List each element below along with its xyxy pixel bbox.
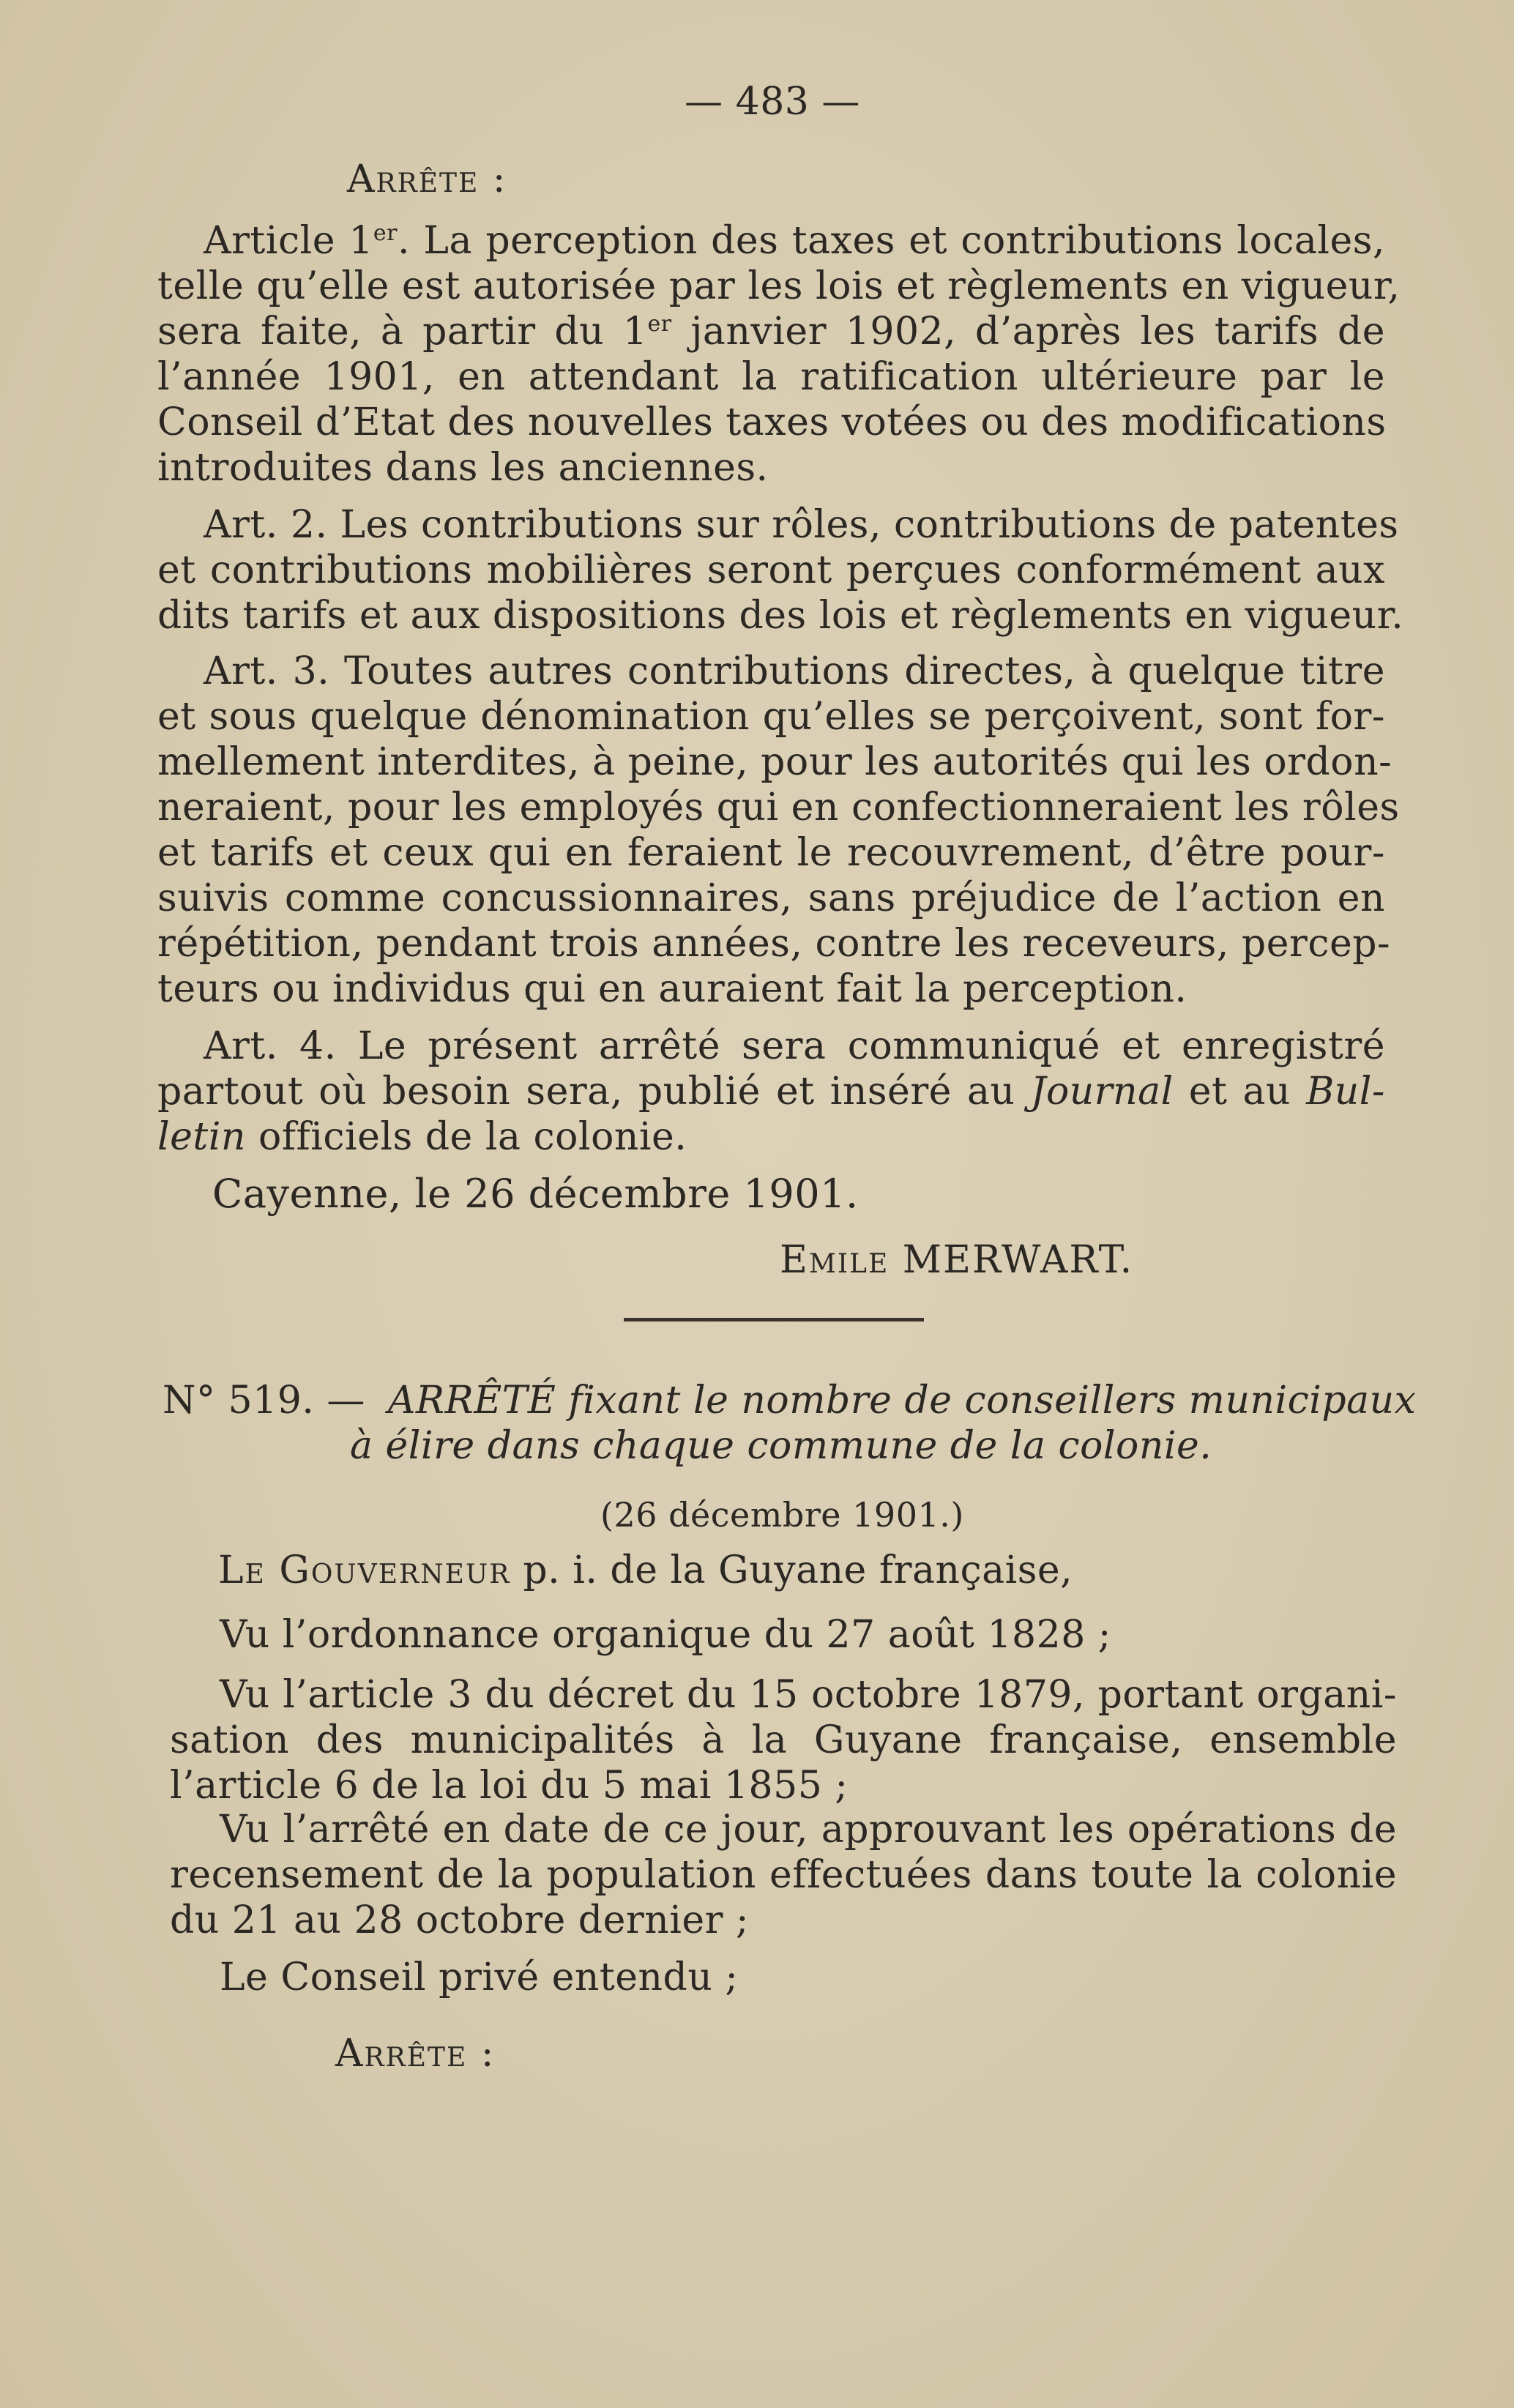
vu-line: Vu l’article 3 du décret du 15 octobre 1879, portant organi- xyxy=(220,1673,1397,1717)
art4-line: partout où besoin sera, publié et inséré au Journal et au Bul- xyxy=(157,1070,1385,1114)
decree-title-line xyxy=(163,1378,1417,1423)
art1-line: Article 1er. La perception des taxes et contributions locales, xyxy=(204,219,1385,263)
art3-line: teurs ou individus qui en auraient fait la perception. xyxy=(157,967,1187,1011)
arrete-heading: Arrête : xyxy=(335,2032,496,2076)
art3-line: suivis comme concussionnaires, sans préjudice de l’action en xyxy=(157,876,1385,920)
decree-title-line: à élire dans chaque commune de la colonie. xyxy=(350,1424,1212,1468)
art2-line: dits tarifs et aux dispositions des lois et règlements en vigueur. xyxy=(157,594,1404,638)
art1-line: l’année 1901, en attendant la ratification ultérieure par le xyxy=(157,355,1385,399)
vu-line: Le Conseil privé entendu ; xyxy=(220,1956,739,1999)
art3-line: neraient, pour les employés qui en confectionneraient les rôles xyxy=(157,786,1400,830)
vu-line: sation des municipalités à la Guyane française, ensemble xyxy=(170,1718,1397,1762)
page-number: — 483 — xyxy=(685,80,860,124)
section-divider xyxy=(624,1318,924,1322)
vu-line: l’article 6 de la loi du 5 mai 1855 ; xyxy=(170,1764,849,1808)
vu-line: Vu l’ordonnance organique du 27 août 1828 ; xyxy=(220,1613,1111,1657)
art2-line: Art. 2. Les contributions sur rôles, contributions de patentes xyxy=(204,503,1399,547)
art2-line: et contributions mobilières seront perçues conformément aux xyxy=(157,548,1385,592)
art3-line: répétition, pendant trois années, contre les receveurs, percep- xyxy=(157,922,1391,966)
art4-line: letin officiels de la colonie. xyxy=(157,1115,687,1159)
art1-line: introduites dans les anciennes. xyxy=(157,446,769,490)
art3-line: mellement interdites, à peine, pour les autorités qui les ordon- xyxy=(157,740,1392,784)
date-line: Cayenne, le 26 décembre 1901. xyxy=(212,1171,859,1217)
art4-line: Art. 4. Le présent arrêté sera communiqué et enregistré xyxy=(204,1024,1385,1068)
vu-line: du 21 au 28 octobre dernier ; xyxy=(170,1898,750,1942)
arrete-heading: Arrête : xyxy=(347,157,507,201)
signature: Emile MERWART. xyxy=(780,1238,1134,1282)
vu-line: recensement de la population effectuées dans toute la colonie xyxy=(170,1853,1397,1897)
art1-line: telle qu’elle est autorisée par les lois et règlements en vigueur, xyxy=(157,264,1401,308)
decree-date: (26 décembre 1901.) xyxy=(600,1495,964,1535)
decree-title: ARRÊTÉ fixant le nombre de conseillers municipaux xyxy=(387,1379,1417,1423)
art1-line: Conseil d’Etat des nouvelles taxes votées ou des modifications xyxy=(157,400,1387,444)
gouverneur-line: Le Gouverneur p. i. de la Guyane française, xyxy=(218,1548,1073,1592)
art3-line: Art. 3. Toutes autres contributions directes, à quelque titre xyxy=(204,649,1385,693)
art1-line: sera faite, à partir du 1er janvier 1902, d’après les tarifs de xyxy=(157,310,1385,354)
art3-line: et sous quelque dénomination qu’elles se perçoivent, sont for- xyxy=(157,695,1385,739)
vu-line: Vu l’arrêté en date de ce jour, approuvant les opérations de xyxy=(220,1808,1397,1852)
art3-line: et tarifs et ceux qui en feraient le recouvrement, d’être pour- xyxy=(157,831,1385,875)
decree-number: N° 519. — xyxy=(163,1379,365,1423)
